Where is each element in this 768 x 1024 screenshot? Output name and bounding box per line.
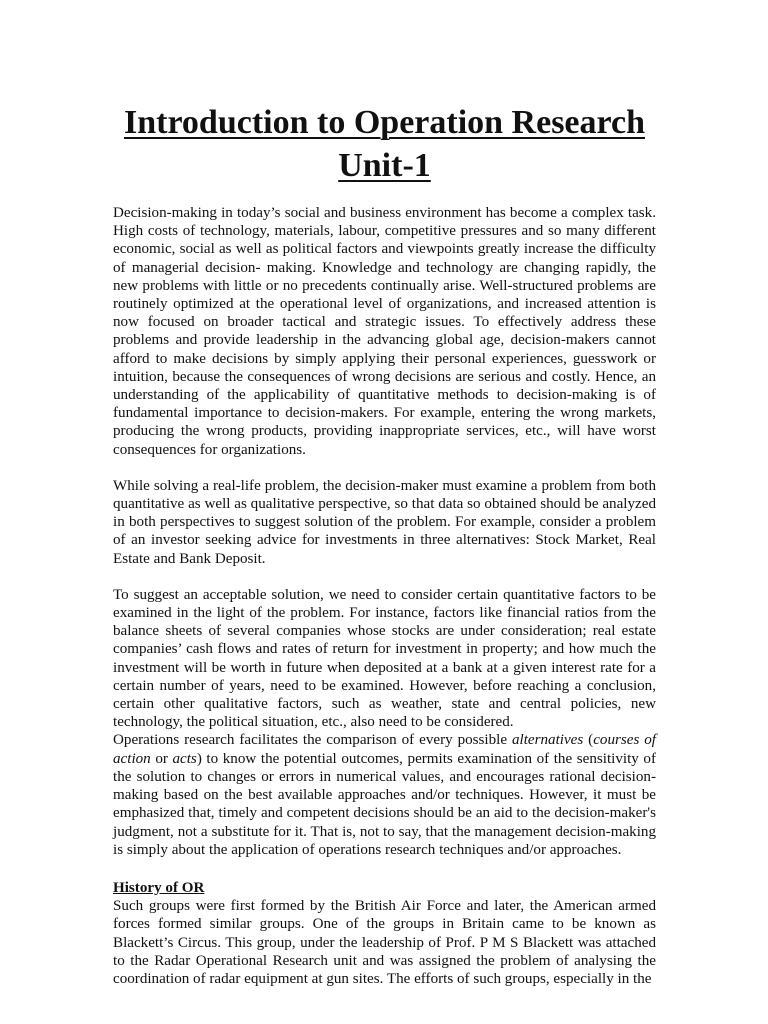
para4-italic-alternatives: alternatives <box>511 732 584 749</box>
title-line-2: Unit-1 <box>338 147 431 184</box>
history-heading: History of OR <box>113 879 205 896</box>
para4-text-3: or <box>150 750 173 767</box>
document-page <box>113 0 656 988</box>
para4-text-4: ) to know the potential outcomes, permits examination of the sensitivity of the solution to changes or errors in numerical values, and encourages rational decision-making based on the best available approaches and/or techniques. However, it must be emphasized that, timely and competent decisions should be an aid to the decision-maker's judgment, not a substitute for it. That is, not to say, that the management decision-making is simply about the application of operations research techniques and/or approaches. <box>113 750 656 858</box>
para4-italic-courses-of-action: courses of action <box>113 732 656 767</box>
paragraph-quantitative-factors: To suggest an acceptable solution, we need to consider certain quantitative factors to be examined in the light of the problem. For instance, factors like financial ratios from the balance sheets of several companies whose stocks are under consideration; real estate companies’ cash flows and rates of return for investment in property; and how much the investment will be worth in future when deposited at a bank at a given interest rate for a certain number of years, need to be examined. However, before reaching a conclusion, certain other qualitative factors, such as weather, state and central policies, new technology, the political situation, etc., also need to be considered. <box>113 586 656 731</box>
paragraph-real-life-problem: While solving a real-life problem, the decision-maker must examine a problem from both quantitative as well as qualitative perspective, so that data so obtained should be analyzed in both perspectives to suggest solution of the problem. For example, consider a problem of an investor seeking advice for investments in three alternatives: Stock Market, Real Estate and Bank Deposit. <box>113 477 656 567</box>
para4-text-1: Operations research facilitates the comparison of every possible <box>113 732 512 749</box>
para4-text-2: ( <box>583 732 594 749</box>
document-title <box>113 101 656 187</box>
paragraph-history: Such groups were first formed by the British Air Force and later, the American armed forces formed similar groups. One of the groups in Britain came to be known as Blackett’s Circus. This group, under the leadership of Prof. P M S Blackett was attached to the Radar Operational Research unit and was assigned the problem of analysing the coordination of radar equipment at gun sites. The efforts of such groups, especially in the <box>113 898 656 987</box>
para4-italic-acts: acts <box>172 750 197 767</box>
title-line-1: Introduction to Operation Research <box>123 104 645 141</box>
paragraph-operations-research <box>113 731 656 858</box>
paragraph-intro: Decision-making in today’s social and business environment has become a complex task. High costs of technology, materials, labour, competitive pressures and so many different economic, social as well as political factors and viewpoints greatly increase the difficulty of managerial decision- making. Knowledge and technology are changing rapidly, the new problems with little or no precedents continually arise. Well-structured problems are routinely optimized at the operational level of organizations, and increased attention is now focused on broader tactical and strategic issues. To effectively address these problems and provide leadership in the advancing global age, decision-makers cannot afford to make decisions by simply applying their personal experiences, guesswork or intuition, because the consequences of wrong decisions are serious and costly. Hence, an understanding of the applicability of quantitative methods to decision-making is of fundamental importance to decision-makers. For example, entering the wrong markets, producing the wrong products, providing inappropriate services, etc., will have worst consequences for organizations. <box>113 205 656 458</box>
